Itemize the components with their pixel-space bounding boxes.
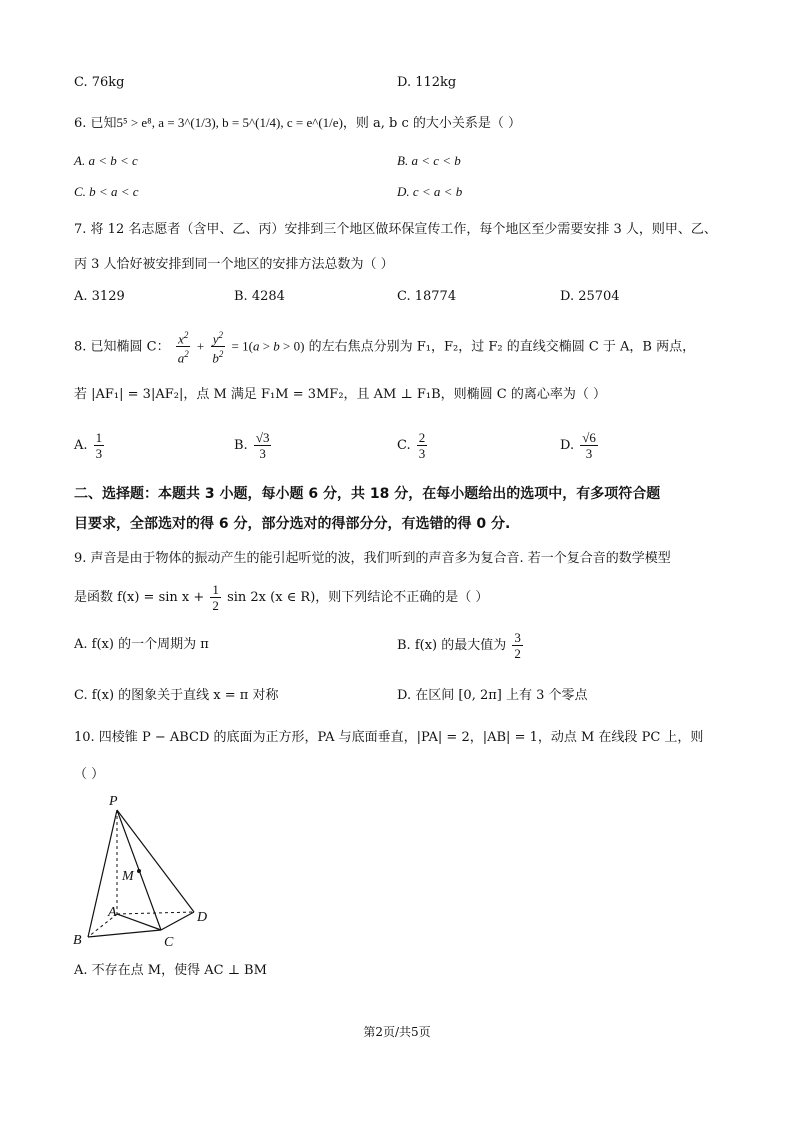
edge-cd — [161, 912, 194, 930]
q8-option-c: C. $\frac{2}{3}$ — [397, 430, 426, 461]
q6-option-b: B. a < c < b — [397, 153, 461, 168]
label-a: A — [108, 905, 117, 920]
q6-prefix: 6. 已知 — [74, 116, 117, 131]
q9-stem-line1: 9. 声音是由于物体的振动产生的能引起听觉的波，我们听到的声音多为复合音. 若一个复合音的数学模型 — [74, 551, 671, 566]
q6-option-a: A. a < b < c — [74, 153, 138, 168]
q7-option-d: D. 25704 — [560, 289, 620, 304]
q7-option-a: A. 3129 — [74, 289, 125, 304]
label-b: B — [73, 933, 82, 948]
q8-stem-line1: 8. 已知椭圆 C： $\frac{x^2}{a^2}$ + $\frac{y^2}{b^2}$ = 1(a > b > 0) 的左右焦点分别为 F₁，F₂，过 F₂ 的直线交椭圆 C 于 A，B 两点， — [74, 330, 696, 366]
label-m: M — [122, 869, 134, 884]
edge-bc — [88, 930, 161, 937]
q9-stem-line2: 是函数 f(x) = sin x + $\frac{1}{2}$ sin 2x (x ∈ R)，则下列结论不正确的是（ ） — [74, 582, 489, 613]
q10-stem-line2: （ ） — [74, 767, 105, 782]
q6-expression: 5⁵ > e⁸, a = 3^(1/3), b = 5^(1/4), c = e^(1/e) — [116, 115, 343, 130]
q6-suffix: ，则 a, b c 的大小关系是（ ） — [342, 116, 522, 131]
q8-stem-line2: 若 |AF₁| = 3|AF₂|，点 M 满足 F₁M = 3MF₂，且 AM ⊥ F₁B，则椭圆 C 的离心率为（ ） — [74, 387, 606, 402]
edge-pd — [117, 810, 194, 912]
label-c: C — [164, 935, 174, 950]
q6-stem — [74, 114, 521, 133]
section2-heading-line2: 目要求，全部选对的得 6 分，部分选对的得部分分，有选错的得 0 分. — [74, 516, 511, 532]
q9-option-a: A. f(x) 的一个周期为 π — [74, 637, 209, 652]
q5-option-c: C. 76kg — [74, 75, 125, 90]
q8-prefix: 8. 已知椭圆 C： — [74, 339, 170, 355]
q10-option-a: A. 不存在点 M，使得 AC ⊥ BM — [74, 963, 267, 978]
label-d: D — [197, 910, 208, 925]
q8-option-b: B. $\frac{√3}{3}$ — [234, 430, 270, 461]
q7-stem-line1: 7. 将 12 名志愿者（含甲、乙、丙）安排到三个地区做环保宣传工作，每个地区至少需要安排 3 人，则甲、乙、 — [74, 222, 717, 237]
pyramid-figure — [66, 790, 226, 955]
q7-option-b: B. 4284 — [234, 289, 285, 304]
ellipse-y-term: $\frac{y^2}{b^2}$ — [212, 330, 224, 366]
q6-option-c: C. b < a < c — [74, 184, 139, 199]
ellipse-x-term: $\frac{x^2}{a^2}$ — [177, 330, 189, 366]
q9-option-d: D. 在区间 [0, 2π] 上有 3 个零点 — [397, 688, 588, 703]
q5-option-d: D. 112kg — [397, 75, 457, 90]
q10-stem-line1: 10. 四棱锥 P − ABCD 的底面为正方形，PA 与底面垂直，|PA| = 2，|AB| = 1，动点 M 在线段 PC 上，则 — [74, 730, 704, 745]
q8-suffix: 的左右焦点分别为 F₁，F₂，过 F₂ 的直线交椭圆 C 于 A，B 两点， — [308, 339, 696, 355]
page-footer: 第2页/共5页 — [363, 1025, 431, 1039]
q9-option-c: C. f(x) 的图象关于直线 x = π 对称 — [74, 688, 279, 703]
point-m — [137, 869, 141, 873]
q7-option-c: C. 18774 — [397, 289, 457, 304]
section2-heading-line1: 二、选择题：本题共 3 小题，每小题 6 分，共 18 分，在每小题给出的选项中，有多项符合题 — [74, 486, 661, 502]
q8-option-a: A. $\frac{1}{3}$ — [74, 430, 103, 461]
edge-am — [117, 914, 161, 930]
q7-stem-line2: 丙 3 人恰好被安排到同一个地区的安排方法总数为（ ） — [74, 257, 394, 272]
q9-option-b: B. f(x) 的最大值为 $\frac{3}{2}$ — [397, 630, 521, 661]
q8-option-d: D. $\frac{√6}{3}$ — [560, 430, 596, 461]
q6-option-d: D. c < a < b — [397, 184, 463, 199]
label-p: P — [109, 794, 118, 809]
